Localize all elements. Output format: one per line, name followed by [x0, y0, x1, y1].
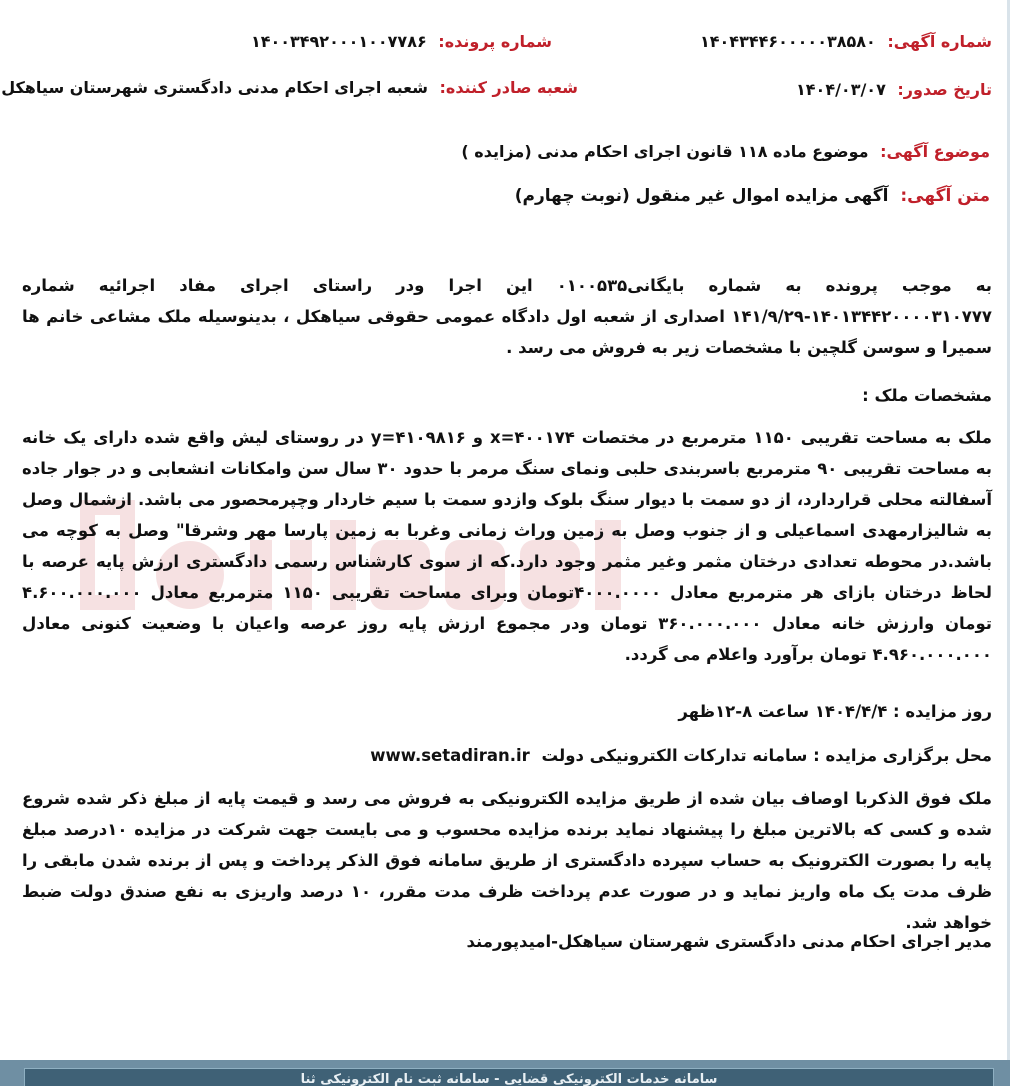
auction-venue [22, 740, 992, 771]
auction-terms: ملک فوق الذکربا اوصاف بیان شده از طریق مزایده الکترونیکی به فروش می رسد و قیمت پایه از مبلغ ذکر شده شروع شده و کسی که بالاترین مبلغ را پیشنهاد نماید برنده مزایده محسوب و می بایست جهت شرکت در مزایده ۱۰درصد مبلغ پایه را بصورت الکترونیک به حساب سپرده دادگستری از طریق سامانه فوق الذکر پرداخت و پس از برنده شدن مابقی را ظرف مدت یک ماه واریز نماید و در صورت عدم پرداخت ظرف مدت مقرر، ۱۰ درصد واریزی به نفع صندق دولت ضبط خواهد شد. [22, 789, 992, 932]
file-number-label: شماره پرونده: [438, 32, 552, 51]
ad-subject-value: موضوع ماده ۱۱۸ قانون اجرای احکام مدنی (مزایده ) [461, 142, 869, 161]
issue-date-label: تاریخ صدور: [897, 80, 992, 99]
ad-text-label: متن آگهی: [900, 186, 990, 206]
ad-text-heading [515, 186, 990, 206]
issuing-branch [1, 78, 578, 97]
file-number [251, 32, 552, 51]
ad-number-label: شماره آگهی: [887, 32, 992, 51]
intro-paragraph: به موجب پرونده به شماره بایگانی۰۱۰۰۵۳۵ این اجرا ودر راستای اجرای مفاد اجرائیه شماره ۱۴۰۱۳۴۴۲۰۰۰۰۳۱۰۷۷۷-۱۴۱/۹/۲۹ اصداری از شعبه اول دادگاه عمومی حقوقی سیاهکل ، بدینوسیله ملک مشاعی خانم ها سمیرا و سوسن گلچین با مشخصات زیر به فروش می رسد . [22, 276, 993, 357]
signature-line: مدیر اجرای احکام مدنی دادگستری شهرستان سیاهکل-امیدپورمند [466, 932, 992, 951]
ad-number-value: ۱۴۰۴۳۴۴۶۰۰۰۰۰۳۸۵۸۰ [700, 32, 876, 51]
auction-venue-text: محل برگزاری مزایده : سامانه تدارکات الکترونیکی دولت [541, 746, 992, 765]
ad-subject-label: موضوع آگهی: [880, 142, 990, 161]
ad-text-value: آگهی مزایده اموال غیر منقول (نوبت چهارم) [514, 186, 889, 206]
issue-date-value: ۱۴۰۴/۰۳/۰۷ [796, 80, 886, 99]
property-specs-heading: مشخصات ملک : [862, 386, 992, 405]
footer-bar [0, 1060, 1010, 1086]
property-description: ملک به مساحت تقریبی ۱۱۵۰ مترمربع در مختصات x=۴۰۰۱۷۴ و y=۴۱۰۹۸۱۶ در روستای لیش واقع شده دارای یک خانه به مساحت تقریبی ۹۰ مترمربع باسربندی حلبی ونمای سنگ مرمر با حدود ۳۰ سال سن وامکانات انشعابی و در جوار جاده آسفالته محلی قراردارد، از دو سمت با دیوار سنگ بلوک وازدو سمت با سیم خاردار وچپرمحصور می باشد. ازشمال وصل به شالیزارمهدی اسماعیلی و از جنوب وصل به زمین وراث زمانی وغربا به زمین پارسا مهر وشرقا" وصل به کوچه می باشد.در محوطه تعدادی درختان مثمر وغیر مثمر وجود دارد.که از سوی کارشناس رسمی دادگستری ارزش پایه عرصه با لحاظ درختان بازای هر مترمربع معادل ۴۰۰۰.۰۰۰۰تومان وبرای مساحت تقریبی ۱۱۵۰ مترمربع معادل ۴.۶۰۰.۰۰۰.۰۰۰ تومان وارزش خانه معادل ۳۶۰.۰۰۰.۰۰۰ تومان ودر مجموع ارزش پایه روز عرصه واعیان با وضعیت کنونی معادل ۴.۹۶۰.۰۰۰.۰۰۰ تومان برآورد واعلام می گردد. [22, 428, 992, 664]
ad-number [700, 32, 992, 51]
ad-subject [461, 142, 990, 161]
auction-date: روز مزایده : ۱۴۰۴/۴/۴ ساعت ۸-۱۲ظهر [678, 702, 992, 721]
issuing-branch-value: شعبه اجرای احکام مدنی دادگستری شهرستان سیاهکل [1, 78, 428, 97]
file-number-value: ۱۴۰۰۳۴۹۲۰۰۰۱۰۰۷۷۸۶ [250, 32, 427, 51]
issuing-branch-label: شعبه صادر کننده: [439, 78, 578, 97]
setadiran-link[interactable]: www.setadiran.ir [370, 746, 530, 765]
footer-text: سامانه خدمات الکترونیکی قضایی - سامانه ثبت نام الکترونیکی ثنا [24, 1068, 994, 1086]
issue-date [796, 80, 992, 99]
